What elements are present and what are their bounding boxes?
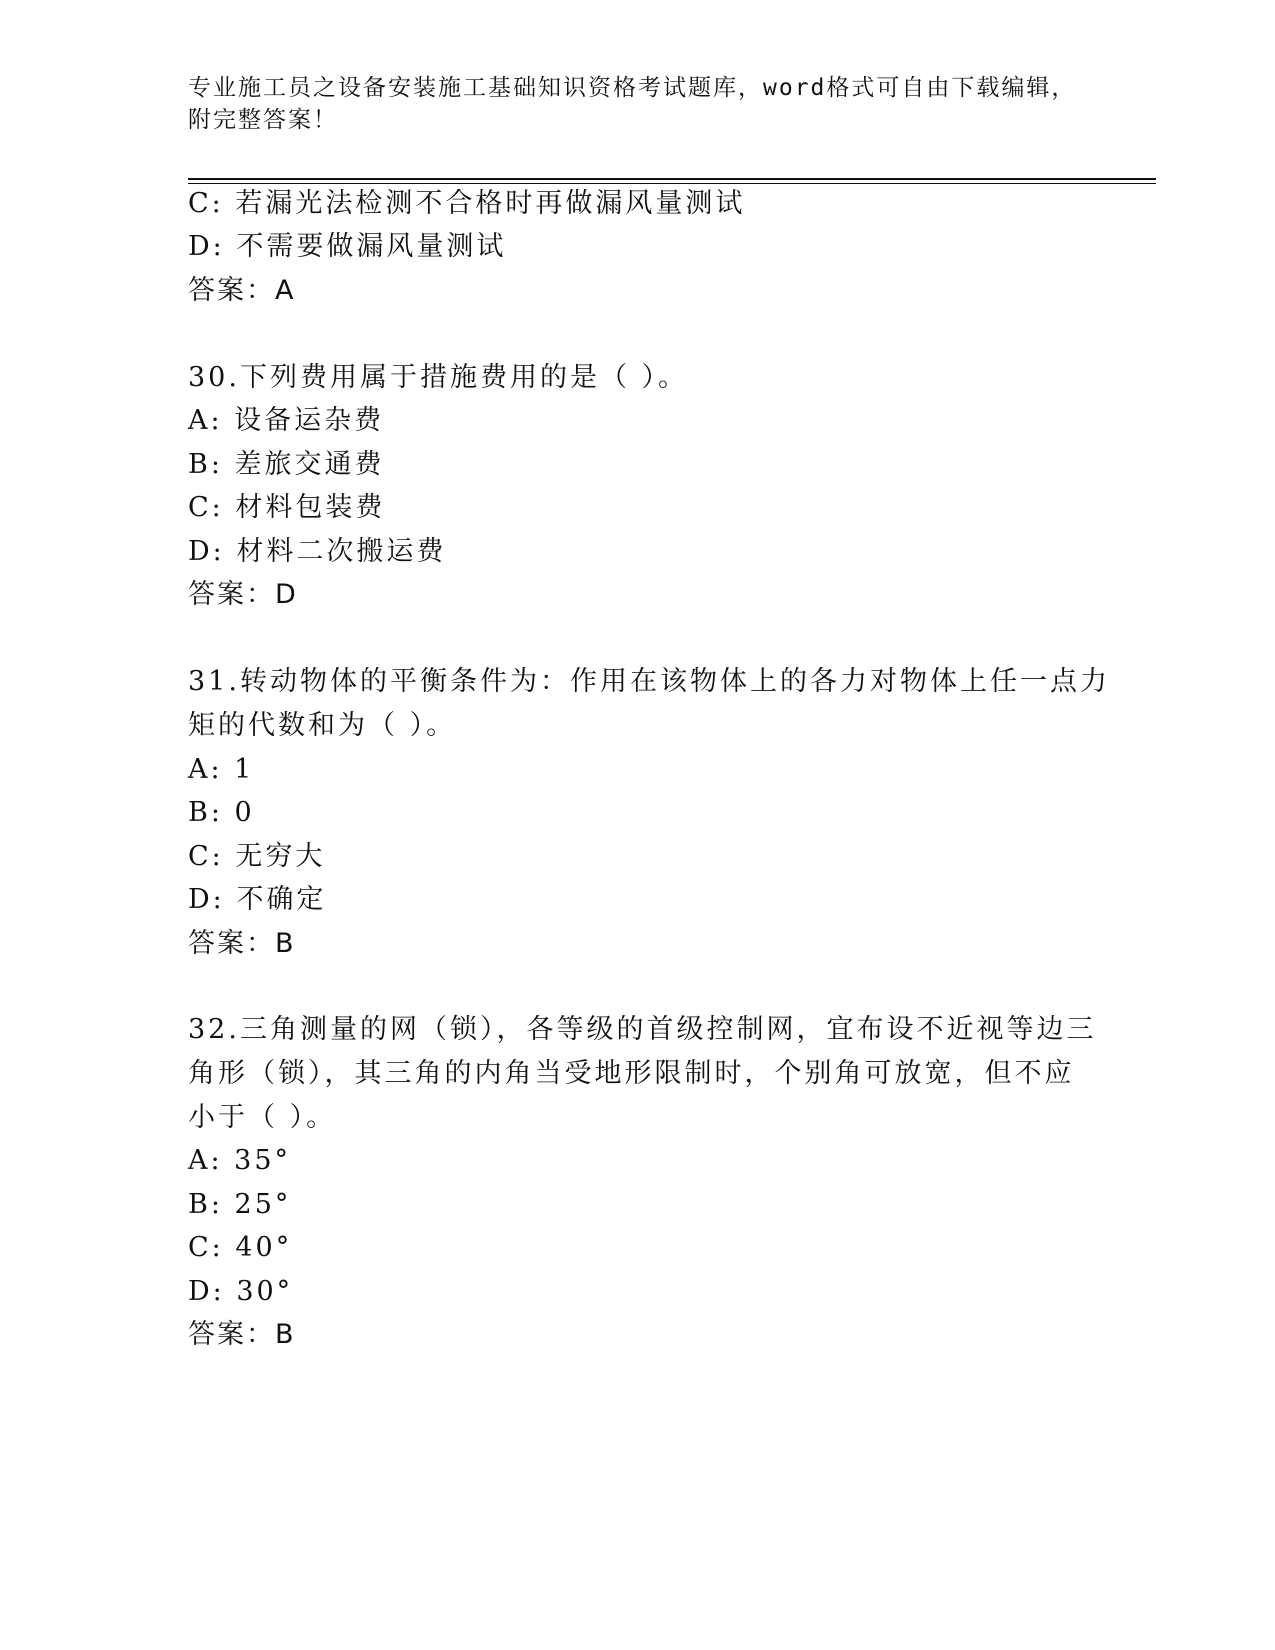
option-c: C: 40° bbox=[188, 1232, 293, 1263]
answer-line: 答案：B bbox=[188, 928, 296, 959]
option-b: B: 0 bbox=[188, 797, 255, 828]
question-31-text-cont: 矩的代数和为（ ）。 bbox=[188, 710, 457, 741]
option-d: D: 30° bbox=[188, 1276, 294, 1307]
header-divider-thin bbox=[188, 183, 1156, 184]
answer-line: 答案：B bbox=[188, 1319, 296, 1350]
option-c: C: 无穷大 bbox=[188, 841, 326, 872]
option-c: C: 若漏光法检测不合格时再做漏风量测试 bbox=[188, 188, 746, 219]
option-a: A: 1 bbox=[188, 754, 255, 785]
option-c: C: 材料包装费 bbox=[188, 492, 386, 523]
option-d: D: 材料二次搬运费 bbox=[188, 536, 447, 567]
option-d: D: 不确定 bbox=[188, 884, 327, 915]
header-line-1: 专业施工员之设备安装施工基础知识资格考试题库，word格式可自由下载编辑， bbox=[188, 75, 1077, 101]
option-d: D: 不需要做漏风量测试 bbox=[188, 231, 507, 262]
question-32-text-cont: 角形（锁），其三角的内角当受地形限制时，个别角可放宽，但不应 bbox=[188, 1058, 1075, 1089]
option-b: B: 25° bbox=[188, 1189, 292, 1220]
option-a: A: 设备运杂费 bbox=[188, 405, 385, 436]
question-32-text: 32.三角测量的网（锁），各等级的首级控制网，宜布设不近视等边三 bbox=[188, 1014, 1097, 1045]
answer-line: 答案：A bbox=[188, 275, 296, 306]
question-30-text: 30.下列费用属于措施费用的是（ ）。 bbox=[188, 362, 689, 393]
question-32-text-cont-2: 小于（ ）。 bbox=[188, 1102, 337, 1133]
option-a: A: 35° bbox=[188, 1145, 292, 1176]
header-line-2: 附完整答案！ bbox=[188, 107, 338, 133]
document-header bbox=[188, 72, 1088, 136]
header-divider bbox=[188, 178, 1156, 180]
option-b: B: 差旅交通费 bbox=[188, 449, 385, 480]
answer-line: 答案：D bbox=[188, 579, 298, 610]
question-31-text: 31.转动物体的平衡条件为：作用在该物体上的各力对物体上任一点力 bbox=[188, 666, 1110, 697]
